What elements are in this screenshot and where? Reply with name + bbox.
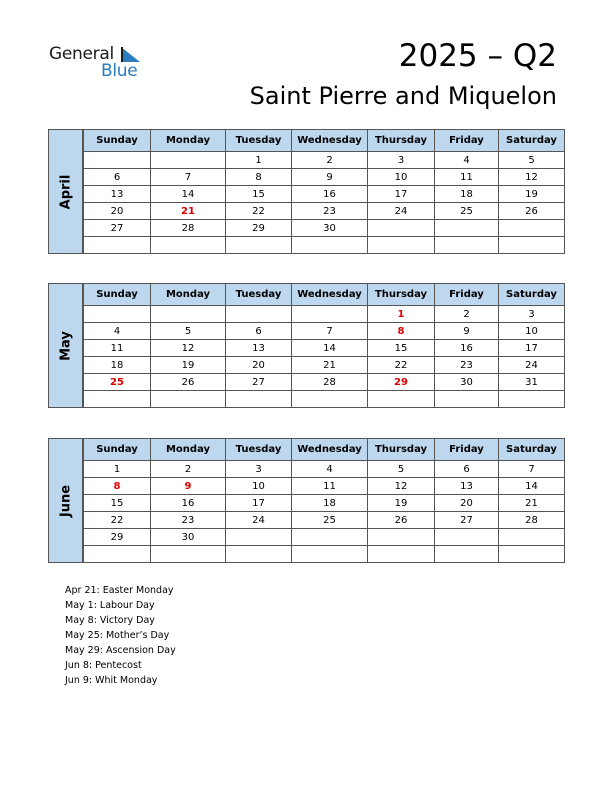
day-cell: 4 xyxy=(292,461,368,478)
empty-day-cell xyxy=(435,546,499,563)
week-row xyxy=(84,340,565,357)
empty-day-cell xyxy=(368,237,435,254)
day-cell: 1 xyxy=(368,306,435,323)
day-cell: 17 xyxy=(226,495,292,512)
week-row xyxy=(84,323,565,340)
week-row xyxy=(84,546,565,563)
day-cell: 1 xyxy=(84,461,151,478)
day-cell: 26 xyxy=(368,512,435,529)
day-cell: 27 xyxy=(435,512,499,529)
empty-day-cell xyxy=(226,529,292,546)
day-cell: 12 xyxy=(368,478,435,495)
day-cell: 1 xyxy=(226,152,292,169)
week-row xyxy=(84,374,565,391)
week-row xyxy=(84,152,565,169)
day-cell: 3 xyxy=(226,461,292,478)
weekday-header: Thursday xyxy=(368,284,435,306)
day-cell: 17 xyxy=(499,340,565,357)
day-cell: 9 xyxy=(435,323,499,340)
empty-day-cell xyxy=(292,529,368,546)
day-cell: 16 xyxy=(435,340,499,357)
holiday-item: May 29: Ascension Day xyxy=(65,645,176,656)
empty-day-cell xyxy=(84,391,151,408)
day-cell: 5 xyxy=(151,323,226,340)
month-name: April xyxy=(58,174,73,209)
holiday-list xyxy=(65,583,176,688)
day-cell: 16 xyxy=(151,495,226,512)
day-cell: 27 xyxy=(84,220,151,237)
day-cell: 14 xyxy=(499,478,565,495)
day-cell: 6 xyxy=(226,323,292,340)
day-cell: 20 xyxy=(435,495,499,512)
week-row xyxy=(84,306,565,323)
day-cell: 30 xyxy=(151,529,226,546)
weekday-header: Friday xyxy=(435,284,499,306)
holiday-item: May 8: Victory Day xyxy=(65,615,155,626)
empty-day-cell xyxy=(368,220,435,237)
weekday-header: Tuesday xyxy=(226,284,292,306)
empty-day-cell xyxy=(226,306,292,323)
weekday-header: Wednesday xyxy=(292,284,368,306)
day-cell: 4 xyxy=(435,152,499,169)
holiday-item: Jun 9: Whit Monday xyxy=(65,675,158,686)
day-cell: 7 xyxy=(499,461,565,478)
day-cell: 26 xyxy=(151,374,226,391)
holiday-item: Jun 8: Pentecost xyxy=(65,660,142,671)
empty-day-cell xyxy=(292,237,368,254)
month-label xyxy=(48,283,83,408)
day-cell: 21 xyxy=(499,495,565,512)
day-cell: 9 xyxy=(151,478,226,495)
weekday-header: Wednesday xyxy=(292,130,368,152)
empty-day-cell xyxy=(435,529,499,546)
day-cell: 29 xyxy=(368,374,435,391)
weekday-header: Wednesday xyxy=(292,439,368,461)
day-cell: 25 xyxy=(292,512,368,529)
day-cell: 23 xyxy=(292,203,368,220)
calendar-table xyxy=(83,283,565,408)
weekday-header: Thursday xyxy=(368,130,435,152)
day-cell: 20 xyxy=(226,357,292,374)
page-subtitle: Saint Pierre and Miquelon xyxy=(249,82,557,110)
day-cell: 10 xyxy=(226,478,292,495)
week-row xyxy=(84,461,565,478)
week-row xyxy=(84,237,565,254)
day-cell: 22 xyxy=(84,512,151,529)
empty-day-cell xyxy=(368,546,435,563)
empty-day-cell xyxy=(151,391,226,408)
empty-day-cell xyxy=(499,391,565,408)
weekday-header: Sunday xyxy=(84,284,151,306)
day-cell: 7 xyxy=(151,169,226,186)
day-cell: 23 xyxy=(151,512,226,529)
day-cell: 26 xyxy=(499,203,565,220)
empty-day-cell xyxy=(499,529,565,546)
day-cell: 19 xyxy=(499,186,565,203)
weekday-header: Tuesday xyxy=(226,439,292,461)
day-cell: 24 xyxy=(499,357,565,374)
weekday-header: Saturday xyxy=(499,439,565,461)
day-cell: 21 xyxy=(292,357,368,374)
day-cell: 14 xyxy=(292,340,368,357)
empty-day-cell xyxy=(499,220,565,237)
week-row xyxy=(84,529,565,546)
empty-day-cell xyxy=(151,546,226,563)
week-row xyxy=(84,495,565,512)
week-row xyxy=(84,169,565,186)
empty-day-cell xyxy=(435,237,499,254)
weekday-header: Saturday xyxy=(499,284,565,306)
logo-flag-icon xyxy=(121,47,140,62)
empty-day-cell xyxy=(435,391,499,408)
day-cell: 13 xyxy=(435,478,499,495)
holiday-item: Apr 21: Easter Monday xyxy=(65,585,174,596)
weekday-header: Friday xyxy=(435,130,499,152)
empty-day-cell xyxy=(499,546,565,563)
weekday-header: Monday xyxy=(151,284,226,306)
month-label xyxy=(48,129,83,254)
day-cell: 11 xyxy=(292,478,368,495)
week-row xyxy=(84,512,565,529)
day-cell: 15 xyxy=(368,340,435,357)
day-cell: 15 xyxy=(226,186,292,203)
empty-day-cell xyxy=(292,546,368,563)
day-cell: 15 xyxy=(84,495,151,512)
weekday-header: Monday xyxy=(151,439,226,461)
week-row xyxy=(84,220,565,237)
week-row xyxy=(84,391,565,408)
empty-day-cell xyxy=(84,237,151,254)
holiday-item: May 1: Labour Day xyxy=(65,600,155,611)
week-row xyxy=(84,186,565,203)
empty-day-cell xyxy=(84,152,151,169)
weekday-header: Tuesday xyxy=(226,130,292,152)
day-cell: 28 xyxy=(499,512,565,529)
day-cell: 11 xyxy=(435,169,499,186)
day-cell: 9 xyxy=(292,169,368,186)
day-cell: 12 xyxy=(499,169,565,186)
day-cell: 19 xyxy=(368,495,435,512)
empty-day-cell xyxy=(499,237,565,254)
day-cell: 4 xyxy=(84,323,151,340)
empty-day-cell xyxy=(151,306,226,323)
day-cell: 25 xyxy=(84,374,151,391)
day-cell: 25 xyxy=(435,203,499,220)
logo xyxy=(49,44,149,82)
empty-day-cell xyxy=(84,546,151,563)
day-cell: 10 xyxy=(368,169,435,186)
day-cell: 3 xyxy=(368,152,435,169)
empty-day-cell xyxy=(226,391,292,408)
page-title: 2025 – Q2 xyxy=(398,38,557,74)
day-cell: 18 xyxy=(84,357,151,374)
day-cell: 24 xyxy=(368,203,435,220)
empty-day-cell xyxy=(226,237,292,254)
empty-day-cell xyxy=(368,391,435,408)
day-cell: 12 xyxy=(151,340,226,357)
day-cell: 2 xyxy=(435,306,499,323)
day-cell: 8 xyxy=(84,478,151,495)
month-name: June xyxy=(58,484,73,517)
day-cell: 24 xyxy=(226,512,292,529)
day-cell: 14 xyxy=(151,186,226,203)
day-cell: 18 xyxy=(292,495,368,512)
day-cell: 7 xyxy=(292,323,368,340)
day-cell: 18 xyxy=(435,186,499,203)
day-cell: 11 xyxy=(84,340,151,357)
weekday-header: Thursday xyxy=(368,439,435,461)
day-cell: 16 xyxy=(292,186,368,203)
day-cell: 21 xyxy=(151,203,226,220)
day-cell: 10 xyxy=(499,323,565,340)
day-cell: 22 xyxy=(226,203,292,220)
weekday-header: Sunday xyxy=(84,439,151,461)
empty-day-cell xyxy=(151,152,226,169)
week-row xyxy=(84,357,565,374)
day-cell: 23 xyxy=(435,357,499,374)
day-cell: 6 xyxy=(84,169,151,186)
month-label xyxy=(48,438,83,563)
weekday-header: Sunday xyxy=(84,130,151,152)
day-cell: 2 xyxy=(292,152,368,169)
day-cell: 13 xyxy=(226,340,292,357)
day-cell: 8 xyxy=(368,323,435,340)
logo-blue-text: Blue xyxy=(101,61,138,81)
weekday-header: Saturday xyxy=(499,130,565,152)
logo-general-text: General xyxy=(49,44,114,64)
day-cell: 31 xyxy=(499,374,565,391)
empty-day-cell xyxy=(292,391,368,408)
day-cell: 8 xyxy=(226,169,292,186)
week-row xyxy=(84,203,565,220)
empty-day-cell xyxy=(435,220,499,237)
weekday-header: Monday xyxy=(151,130,226,152)
day-cell: 30 xyxy=(435,374,499,391)
day-cell: 13 xyxy=(84,186,151,203)
day-cell: 29 xyxy=(226,220,292,237)
weekday-header: Friday xyxy=(435,439,499,461)
empty-day-cell xyxy=(84,306,151,323)
day-cell: 20 xyxy=(84,203,151,220)
day-cell: 3 xyxy=(499,306,565,323)
day-cell: 17 xyxy=(368,186,435,203)
day-cell: 30 xyxy=(292,220,368,237)
month-name: May xyxy=(58,330,73,361)
empty-day-cell xyxy=(292,306,368,323)
empty-day-cell xyxy=(151,237,226,254)
calendar-table xyxy=(83,129,565,254)
day-cell: 28 xyxy=(151,220,226,237)
day-cell: 28 xyxy=(292,374,368,391)
holiday-item: May 25: Mother’s Day xyxy=(65,630,170,641)
day-cell: 2 xyxy=(151,461,226,478)
day-cell: 5 xyxy=(499,152,565,169)
empty-day-cell xyxy=(368,529,435,546)
day-cell: 6 xyxy=(435,461,499,478)
empty-day-cell xyxy=(226,546,292,563)
day-cell: 22 xyxy=(368,357,435,374)
day-cell: 29 xyxy=(84,529,151,546)
day-cell: 27 xyxy=(226,374,292,391)
day-cell: 5 xyxy=(368,461,435,478)
week-row xyxy=(84,478,565,495)
day-cell: 19 xyxy=(151,357,226,374)
calendar-table xyxy=(83,438,565,563)
